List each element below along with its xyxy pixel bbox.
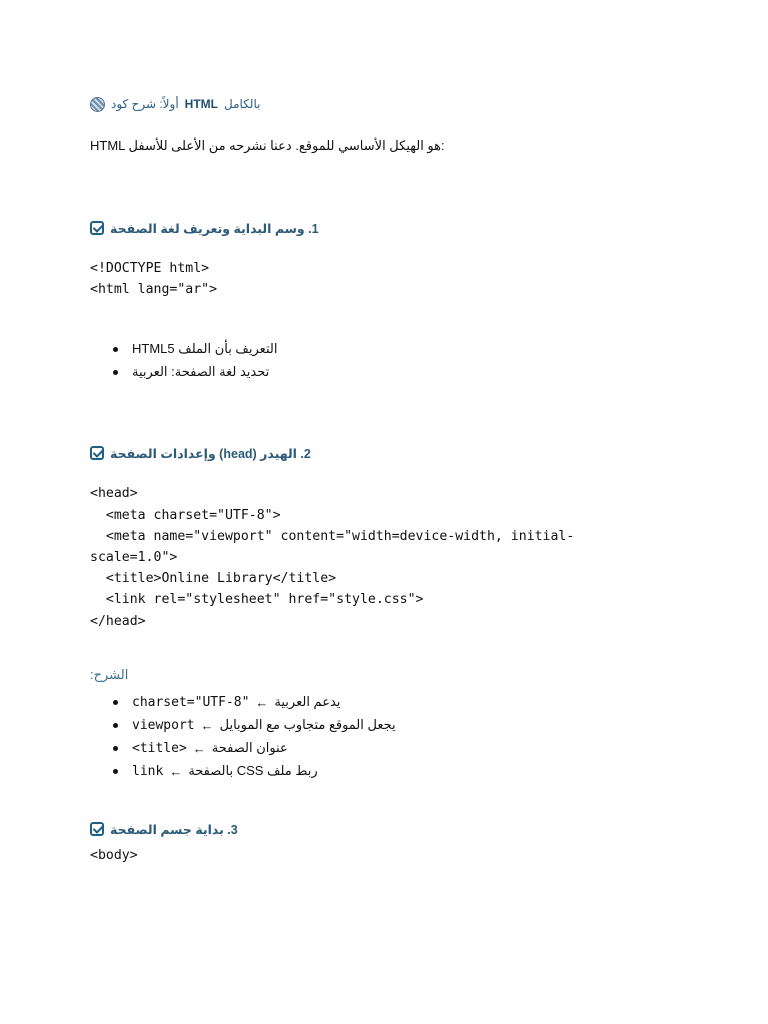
list-item: [113, 341, 277, 357]
list-item: [113, 364, 269, 380]
list-item-text: ربط ملف CSS بالصفحة: [188, 763, 318, 778]
code-line: scale=1.0">: [90, 550, 178, 565]
section-2-heading: [90, 443, 311, 463]
code-line: <meta charset="UTF-8">: [90, 508, 281, 523]
arrow-icon: ←: [169, 763, 183, 779]
section-1-heading: [90, 218, 319, 238]
list-item-text: تحديد لغة الصفحة: العربية: [132, 364, 270, 379]
code-line: <link rel="stylesheet" href="style.css">: [90, 592, 424, 607]
title-html-word: HTML: [184, 97, 218, 111]
checkbox-icon: [90, 446, 104, 460]
checkbox-icon: [90, 221, 104, 235]
title-text-after: بالكامل: [223, 97, 261, 111]
list-item: [113, 740, 288, 756]
list-item-code: link: [132, 763, 164, 779]
bullet-dot: [113, 769, 118, 774]
list-item-text: التعريف بأن الملف HTML5: [132, 341, 278, 356]
arrow-icon: ←: [200, 717, 214, 733]
bullet-dot: [113, 723, 118, 728]
list-item: [113, 694, 340, 710]
code-line: <title>Online Library</title>: [90, 571, 337, 586]
list-item-code: charset="UTF-8": [132, 694, 250, 710]
globe-icon: [90, 97, 105, 112]
checkbox-icon: [90, 822, 104, 836]
code-line: <head>: [90, 486, 138, 501]
intro-paragraph: HTML هو الهيكل الأساسي للموقع. دعنا نشرحه من الأعلى للأسفل:: [90, 138, 445, 153]
document-title: [90, 94, 270, 114]
code-line: </head>: [90, 614, 146, 629]
code-line: <body>: [90, 848, 138, 863]
explanation-label: الشرح:: [90, 667, 129, 682]
section-3-heading-text: 3. بداية جسم الصفحة: [110, 822, 238, 837]
section-3-heading: [90, 819, 238, 839]
bullet-dot: [113, 370, 118, 375]
section-1-heading-text: 1. وسم البداية وتعريف لغة الصفحة: [110, 221, 319, 236]
list-item: [113, 763, 318, 779]
list-item-text: يجعل الموقع متجاوب مع الموبايل: [219, 717, 396, 732]
code-line: <!DOCTYPE html>: [90, 261, 210, 276]
title-text-before: أولاً: شرح كود: [111, 97, 179, 111]
bullet-dot: [113, 347, 118, 352]
list-item: [113, 717, 396, 733]
bullet-dot: [113, 700, 118, 705]
section-2-heading-text: 2. الهيدر (head) وإعدادات الصفحة: [110, 446, 311, 461]
arrow-icon: ←: [255, 694, 269, 710]
list-item-code: <title>: [132, 740, 187, 756]
bullet-dot: [113, 746, 118, 751]
list-item-code: viewport: [132, 717, 195, 733]
code-line: <html lang="ar">: [90, 282, 218, 297]
code-line: <meta name="viewport" content="width=device-width, initial-: [90, 529, 575, 544]
list-item-text: يدعم العربية: [274, 694, 341, 709]
list-item-text: عنوان الصفحة: [211, 740, 288, 755]
arrow-icon: ←: [192, 740, 206, 756]
